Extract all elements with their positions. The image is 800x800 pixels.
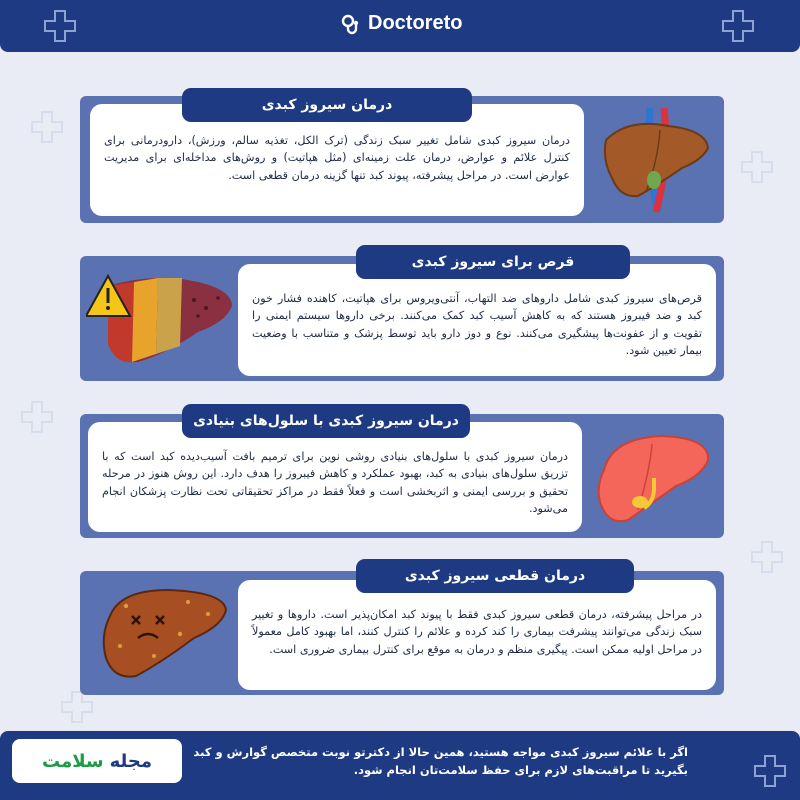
section-body: در مراحل پیشرفته، درمان قطعی سیروز کبدی فقط با پیوند کبد امکان‌پذیر است. داروها و تغییر سبک زندگی می‌توانند پیشرفت بیماری را کند کرده و علائم را کنترل کنند، اما بهبود کامل معمولاً در مراحل اولیه ممکن است. پیگیری منظم و درمان به موقع برای کنترل بیماری ضروری است. [238, 580, 716, 690]
stethoscope-logo-icon [340, 13, 362, 35]
medical-cross-icon [720, 8, 756, 44]
brand-name: Doctoreto [368, 12, 463, 34]
plus-pattern-icon [740, 150, 774, 184]
section-title: درمان سیروز کبدی با سلول‌های بنیادی [182, 404, 470, 438]
medical-cross-icon [752, 753, 788, 789]
magazine-badge[interactable] [12, 739, 182, 783]
section-title: قرص برای سیروز کبدی [356, 245, 630, 279]
medical-cross-icon [42, 8, 78, 44]
plus-pattern-icon [20, 400, 54, 434]
section-title: درمان قطعی سیروز کبدی [356, 559, 634, 593]
brand-logo[interactable] [340, 12, 462, 35]
plus-pattern-icon [60, 690, 94, 724]
section-title: درمان سیروز کبدی [182, 88, 472, 122]
liver-damage-warning-icon [86, 272, 236, 368]
liver-vessels-icon [598, 100, 716, 218]
section-body: درمان سیروز کبدی با سلول‌های بنیادی روشی نوین برای ترمیم بافت آسیب‌دیده کبد است که با تزریق سلول‌های بنیادی به کبد، بهبود عملکرد و کاهش فیبروز را هدف دارد. این روش هنوز در مرحله تحقیق و بررسی ایمنی و اثربخشی است و فعلاً فقط در مراکز تحقیقاتی تحت نظارت پزشکان انجام می‌شود. [88, 422, 582, 532]
badge-label-part2: سلامت [42, 750, 104, 772]
section-body: قرص‌های سیروز کبدی شامل داروهای ضد التهاب، آنتی‌ویروس برای هپاتیت، کاهنده فشار خون کبد و ضد فیبروز هستند که به کاهش آسیب کبد کمک می‌کنند. برخی داروها سیستم ایمنی را تقویت و از عفونت‌ها پیشگیری می‌کنند. نوع و دوز دارو باید توسط پزشک و متناسب با وضعیت بیمار تعیین شود. [238, 264, 716, 376]
footer-cta-text: اگر با علائم سیروز کبدی مواجه هستید، همین حالا از دکترتو نوبت متخصص گوارش و کبد بگیرید تا مراقبت‌های لازم برای حفظ سلامت‌تان انجام شود. [193, 745, 688, 777]
section-body: درمان سیروز کبدی شامل تغییر سبک زندگی (ترک الکل، تغذیه سالم، ورزش)، دارودرمانی برای کنترل علائم و عوارض، درمان علت زمینه‌ای (مثل هپاتیت) و روش‌های مداخله‌ای برای مدیریت عوارض است. در مراحل پیشرفته، پیوند کبد تنها گزینه درمان قطعی است. [90, 104, 584, 216]
header-bar [0, 0, 800, 52]
healthy-liver-icon [592, 430, 714, 530]
plus-pattern-icon [30, 110, 64, 144]
plus-pattern-icon [750, 540, 784, 574]
badge-label-part1: مجله [109, 750, 152, 772]
sick-liver-icon [96, 586, 230, 682]
